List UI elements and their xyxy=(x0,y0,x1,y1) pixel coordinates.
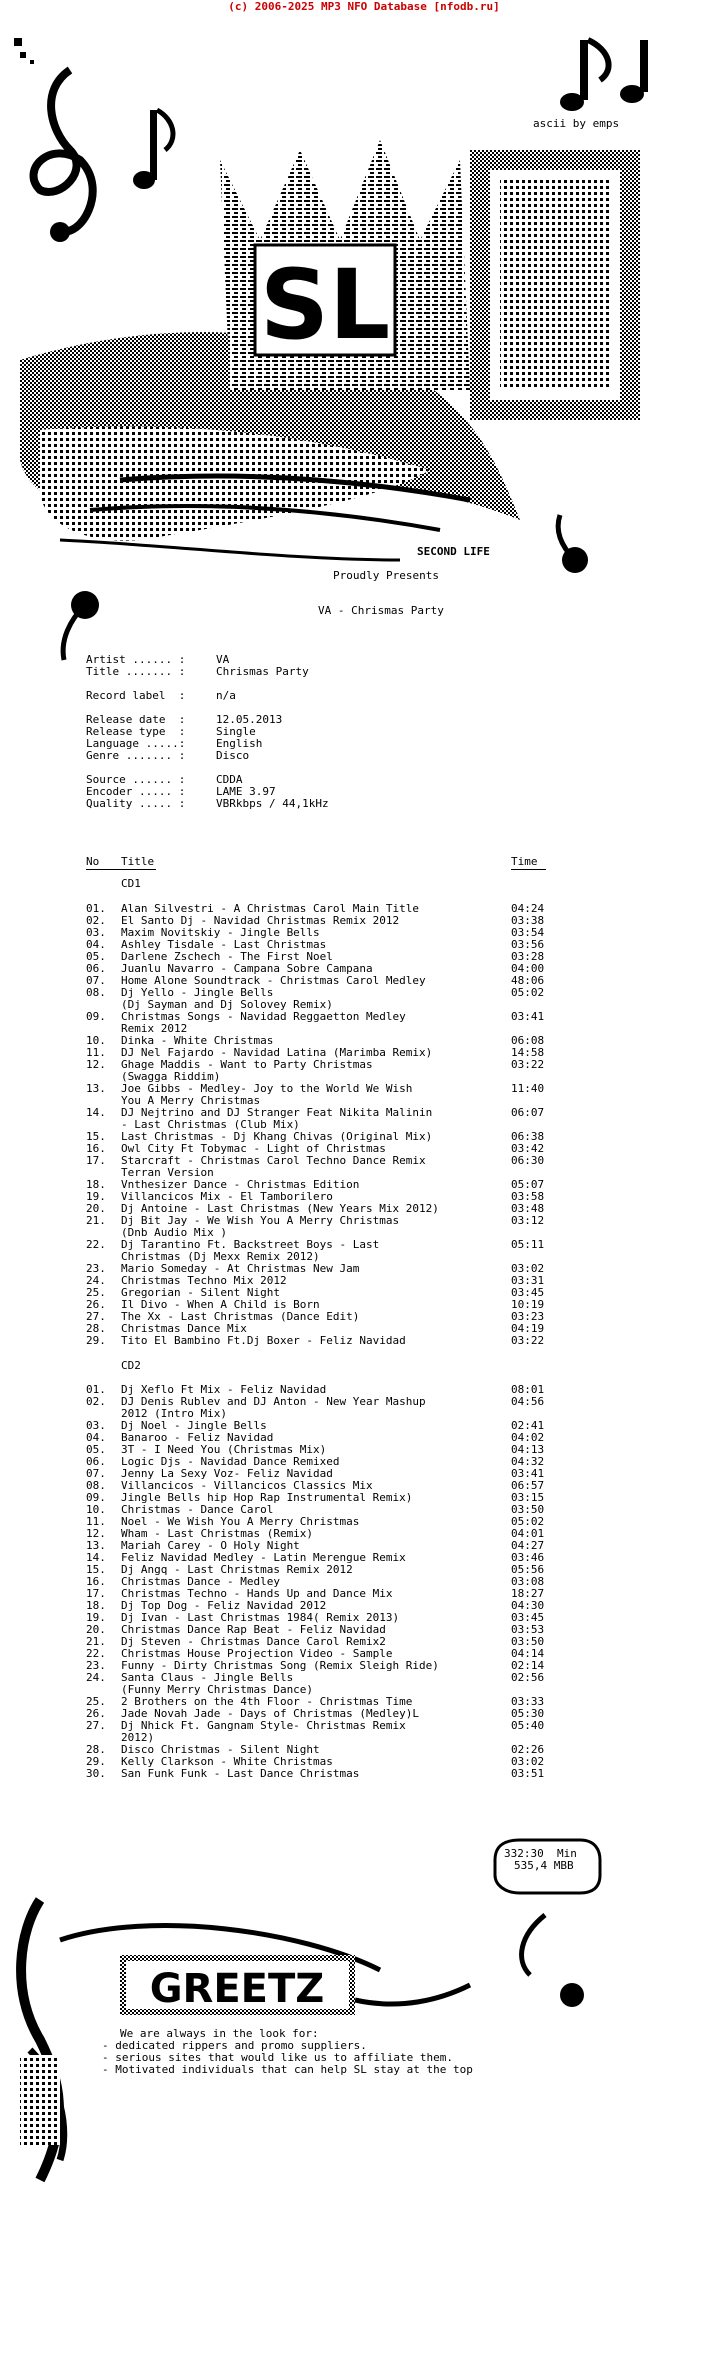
track-title: Christmas Songs - Navidad Reggaetton Medley xyxy=(121,1011,406,1023)
track-time: 03:41 xyxy=(511,1467,545,1480)
track-row xyxy=(86,1624,696,1636)
track-title-continued: - Last Christmas (Club Mix) xyxy=(121,1118,300,1131)
track-row xyxy=(86,1335,696,1347)
track-time: 03:50 xyxy=(511,1635,545,1648)
track-time: 03:22 xyxy=(511,1058,545,1071)
track-title: Ghage Maddis - Want to Party Christmas xyxy=(121,1059,373,1071)
track-title: Dj Yello - Jingle Bells xyxy=(121,987,274,999)
track-number: 17. xyxy=(86,1154,106,1167)
track-row xyxy=(86,1432,696,1444)
track-number: 19. xyxy=(86,1611,106,1624)
track-number: 04. xyxy=(86,938,106,951)
track-row xyxy=(86,1696,696,1708)
track-time: 03:02 xyxy=(511,1755,545,1768)
info-value: English xyxy=(216,737,263,750)
track-row xyxy=(86,1263,696,1275)
track-row xyxy=(86,1528,696,1540)
presents-line: Proudly Presents xyxy=(333,569,439,582)
track-number: 08. xyxy=(86,1479,106,1492)
track-time: 05:56 xyxy=(511,1563,545,1576)
track-title: 3T - I Need You (Christmas Mix) xyxy=(121,1444,327,1456)
track-number: 02. xyxy=(86,1395,106,1408)
track-title: Christmas Dance - Medley xyxy=(121,1576,280,1588)
track-row xyxy=(86,963,696,975)
track-time: 06:38 xyxy=(511,1130,545,1143)
track-number: 12. xyxy=(86,1527,106,1540)
info-label: Release date : xyxy=(86,713,186,726)
track-row xyxy=(86,1516,696,1528)
track-time: 04:02 xyxy=(511,1431,545,1444)
track-time: 03:51 xyxy=(511,1767,545,1780)
track-number: 24. xyxy=(86,1671,106,1684)
track-row xyxy=(86,1708,696,1720)
info-value: Single xyxy=(216,725,256,738)
track-number: 05. xyxy=(86,1443,106,1456)
track-title: Starcraft - Christmas Carol Techno Dance Remix xyxy=(121,1155,426,1167)
treble-clef-icon xyxy=(34,70,93,242)
track-number: 04. xyxy=(86,1431,106,1444)
cd2-label: CD2 xyxy=(121,1359,141,1372)
track-number: 01. xyxy=(86,1383,106,1396)
track-row xyxy=(86,1287,696,1299)
track-title-continued: 2012) xyxy=(121,1731,155,1744)
tracklist-header-title: Title xyxy=(121,855,155,868)
track-row xyxy=(86,1299,696,1311)
track-title: Tito El Bambino Ft.Dj Boxer - Feliz Navidad xyxy=(121,1335,406,1347)
track-title: Juanlu Navarro - Campana Sobre Campana xyxy=(121,963,373,975)
track-row xyxy=(86,975,696,987)
footer-line: - dedicated rippers and promo suppliers. xyxy=(102,2039,367,2052)
info-label: Source ...... : xyxy=(86,773,186,786)
track-row xyxy=(86,1131,696,1143)
track-title: Christmas Dance Mix xyxy=(121,1323,247,1335)
track-number: 10. xyxy=(86,1034,106,1047)
track-time: 04:14 xyxy=(511,1647,545,1660)
track-time: 03:50 xyxy=(511,1503,545,1516)
info-label: Release type : xyxy=(86,725,186,738)
track-time: 03:31 xyxy=(511,1274,545,1287)
track-title: Feliz Navidad Medley - Latin Merengue Remix xyxy=(121,1552,406,1564)
group-name: SECOND LIFE xyxy=(417,545,490,558)
footer-line: - serious sites that would like us to affiliate them. xyxy=(102,2051,453,2064)
track-title: DJ Nejtrino and DJ Stranger Feat Nikita Malinin xyxy=(121,1107,433,1119)
track-number: 20. xyxy=(86,1623,106,1636)
track-time: 04:13 xyxy=(511,1443,545,1456)
track-number: 03. xyxy=(86,926,106,939)
track-time: 03:45 xyxy=(511,1611,545,1624)
track-row xyxy=(86,1203,696,1215)
track-row xyxy=(86,951,696,963)
header-underline xyxy=(511,869,546,870)
track-number: 11. xyxy=(86,1046,106,1059)
track-title-continued: (Funny Merry Christmas Dance) xyxy=(121,1683,314,1696)
track-number: 26. xyxy=(86,1298,106,1311)
corner-specks xyxy=(14,38,34,64)
track-title-continued: (Swagga Riddim) xyxy=(121,1070,221,1083)
track-title: Kelly Clarkson - White Christmas xyxy=(121,1756,333,1768)
total-size: 535,4 MBB xyxy=(514,1859,574,1872)
track-time: 02:41 xyxy=(511,1419,545,1432)
track-time: 04:56 xyxy=(511,1395,545,1408)
track-title: Jingle Bells hip Hop Rap Instrumental Remix) xyxy=(121,1492,413,1504)
track-row xyxy=(86,1588,696,1600)
track-number: 23. xyxy=(86,1262,106,1275)
info-value: Chrismas Party xyxy=(216,665,309,678)
track-title: Vnthesizer Dance - Christmas Edition xyxy=(121,1179,360,1191)
track-time: 06:07 xyxy=(511,1106,545,1119)
track-time: 03:41 xyxy=(511,1010,545,1023)
track-row xyxy=(86,939,696,951)
track-time: 03:15 xyxy=(511,1491,545,1504)
track-title: Joe Gibbs - Medley- Joy to the World We Wish xyxy=(121,1083,413,1095)
track-title: Dj Noel - Jingle Bells xyxy=(121,1420,267,1432)
track-title: Mariah Carey - O Holy Night xyxy=(121,1540,300,1552)
track-row xyxy=(86,1612,696,1624)
info-value: VA xyxy=(216,653,230,666)
track-title: Christmas House Projection Video - Sample xyxy=(121,1648,393,1660)
track-time: 11:40 xyxy=(511,1082,545,1095)
track-number: 15. xyxy=(86,1130,106,1143)
track-number: 09. xyxy=(86,1491,106,1504)
track-number: 16. xyxy=(86,1575,106,1588)
track-time: 05:40 xyxy=(511,1719,545,1732)
track-title: Dj Steven - Christmas Dance Carol Remix2 xyxy=(121,1636,386,1648)
track-title: Christmas Dance Rap Beat - Feliz Navidad xyxy=(121,1624,386,1636)
track-time: 04:01 xyxy=(511,1527,545,1540)
track-time: 03:45 xyxy=(511,1286,545,1299)
track-row xyxy=(86,1047,696,1059)
track-row xyxy=(86,1480,696,1492)
track-number: 14. xyxy=(86,1106,106,1119)
track-row xyxy=(86,1456,696,1468)
track-time: 06:57 xyxy=(511,1479,545,1492)
track-row xyxy=(86,1035,696,1047)
info-label: Title ....... : xyxy=(86,665,186,678)
track-number: 05. xyxy=(86,950,106,963)
track-row xyxy=(86,1311,696,1323)
track-row xyxy=(86,1191,696,1203)
track-time: 03:38 xyxy=(511,914,545,927)
track-time: 05:07 xyxy=(511,1178,545,1191)
track-title: Mario Someday - At Christmas New Jam xyxy=(121,1263,360,1275)
track-time: 05:02 xyxy=(511,1515,545,1528)
track-time: 03:54 xyxy=(511,926,545,939)
track-title: Jenny La Sexy Voz- Feliz Navidad xyxy=(121,1468,333,1480)
track-number: 25. xyxy=(86,1695,106,1708)
track-time: 03:56 xyxy=(511,938,545,951)
track-row xyxy=(86,1720,696,1732)
track-title: Disco Christmas - Silent Night xyxy=(121,1744,320,1756)
track-title: Ashley Tisdale - Last Christmas xyxy=(121,939,327,951)
track-row xyxy=(86,1552,696,1564)
info-value: n/a xyxy=(216,689,236,702)
track-number: 07. xyxy=(86,974,106,987)
track-time: 05:02 xyxy=(511,986,545,999)
info-label: Encoder ..... : xyxy=(86,785,186,798)
svg-text:GREETZ: GREETZ xyxy=(149,1966,325,2012)
track-number: 03. xyxy=(86,1419,106,1432)
track-number: 21. xyxy=(86,1635,106,1648)
track-row xyxy=(86,1275,696,1287)
track-number: 09. xyxy=(86,1010,106,1023)
track-number: 28. xyxy=(86,1743,106,1756)
track-number: 16. xyxy=(86,1142,106,1155)
ascii-credit: ascii by emps xyxy=(533,117,620,130)
info-value: VBRkbps / 44,1kHz xyxy=(216,797,329,810)
track-title: Maxim Novitskiy - Jingle Bells xyxy=(121,927,320,939)
track-title: Noel - We Wish You A Merry Christmas xyxy=(121,1516,360,1528)
track-title-continued: 2012 (Intro Mix) xyxy=(121,1407,227,1420)
track-row xyxy=(86,903,696,915)
track-row xyxy=(86,1600,696,1612)
info-label: Artist ...... : xyxy=(86,653,186,666)
track-number: 25. xyxy=(86,1286,106,1299)
track-title: Logic Djs - Navidad Dance Remixed xyxy=(121,1456,340,1468)
track-title: Banaroo - Feliz Navidad xyxy=(121,1432,274,1444)
track-title: Owl City Ft Tobymac - Light of Christmas xyxy=(121,1143,386,1155)
track-number: 06. xyxy=(86,1455,106,1468)
track-number: 13. xyxy=(86,1539,106,1552)
track-row xyxy=(86,1756,696,1768)
track-number: 26. xyxy=(86,1707,106,1720)
track-time: 08:01 xyxy=(511,1383,545,1396)
info-value: 12.05.2013 xyxy=(216,713,283,726)
track-time: 05:30 xyxy=(511,1707,545,1720)
track-title: Dj Angq - Last Christmas Remix 2012 xyxy=(121,1564,353,1576)
track-title: DJ Denis Rublev and DJ Anton - New Year Mashup xyxy=(121,1396,426,1408)
track-number: 27. xyxy=(86,1719,106,1732)
track-time: 18:27 xyxy=(511,1587,545,1600)
track-number: 18. xyxy=(86,1599,106,1612)
track-number: 15. xyxy=(86,1563,106,1576)
info-value: CDDA xyxy=(216,773,243,786)
track-title: Dj Bit Jay - We Wish You A Merry Christmas xyxy=(121,1215,400,1227)
track-title: Santa Claus - Jingle Bells xyxy=(121,1672,294,1684)
track-row xyxy=(86,1540,696,1552)
track-time: 03:58 xyxy=(511,1190,545,1203)
info-label: Language .....: xyxy=(86,737,186,750)
track-title: Home Alone Soundtrack - Christmas Carol Medley xyxy=(121,975,426,987)
track-time: 48:06 xyxy=(511,974,545,987)
track-title: Il Divo - When A Child is Born xyxy=(121,1299,320,1311)
music-note-icon xyxy=(560,40,648,111)
track-time: 02:26 xyxy=(511,1743,545,1756)
track-title: Dj Top Dog - Feliz Navidad 2012 xyxy=(121,1600,327,1612)
track-row xyxy=(86,1420,696,1432)
track-number: 23. xyxy=(86,1659,106,1672)
release-title: VA - Chrismas Party xyxy=(318,604,444,617)
track-row xyxy=(86,1384,696,1396)
track-time: 04:24 xyxy=(511,902,545,915)
track-row xyxy=(86,1504,696,1516)
track-title: Dj Ivan - Last Christmas 1984( Remix 2013) xyxy=(121,1612,400,1624)
track-number: 13. xyxy=(86,1082,106,1095)
track-number: 29. xyxy=(86,1755,106,1768)
track-row xyxy=(86,1468,696,1480)
track-number: 07. xyxy=(86,1467,106,1480)
track-number: 24. xyxy=(86,1274,106,1287)
track-number: 18. xyxy=(86,1178,106,1191)
track-row xyxy=(86,1143,696,1155)
track-number: 22. xyxy=(86,1647,106,1660)
track-row xyxy=(86,1179,696,1191)
track-number: 12. xyxy=(86,1058,106,1071)
track-number: 01. xyxy=(86,902,106,915)
track-time: 03:46 xyxy=(511,1551,545,1564)
track-number: 22. xyxy=(86,1238,106,1251)
track-title: The Xx - Last Christmas (Dance Edit) xyxy=(121,1311,360,1323)
tracklist-header-no: No xyxy=(86,855,100,868)
site-header: (c) 2006-2025 MP3 NFO Database [nfodb.ru] xyxy=(228,0,500,13)
track-title: Jade Novah Jade - Days of Christmas (Medley)L xyxy=(121,1708,420,1720)
track-title: Wham - Last Christmas (Remix) xyxy=(121,1528,314,1540)
sl-logo xyxy=(255,245,395,361)
track-title: Gregorian - Silent Night xyxy=(121,1287,280,1299)
track-time: 03:28 xyxy=(511,950,545,963)
track-number: 30. xyxy=(86,1767,106,1780)
music-note-icon xyxy=(133,110,173,189)
info-value: Disco xyxy=(216,749,250,762)
track-time: 05:11 xyxy=(511,1238,545,1251)
track-title-continued: You A Merry Christmas xyxy=(121,1094,261,1107)
track-number: 17. xyxy=(86,1587,106,1600)
total-time: 332:30 Min xyxy=(504,1847,577,1860)
svg-text:SL: SL xyxy=(259,249,391,361)
track-number: 28. xyxy=(86,1322,106,1335)
track-row xyxy=(86,927,696,939)
track-time: 04:19 xyxy=(511,1322,545,1335)
track-number: 27. xyxy=(86,1310,106,1323)
track-time: 03:23 xyxy=(511,1310,545,1323)
info-label: Record label : xyxy=(86,689,186,702)
track-title: Funny - Dirty Christmas Song (Remix Sleigh Ride) xyxy=(121,1660,439,1672)
track-title: Dj Tarantino Ft. Backstreet Boys - Last xyxy=(121,1239,380,1251)
track-number: 06. xyxy=(86,962,106,975)
track-title: Last Christmas - Dj Khang Chivas (Original Mix) xyxy=(121,1131,433,1143)
track-time: 03:22 xyxy=(511,1334,545,1347)
info-label: Quality ..... : xyxy=(86,797,186,810)
track-row xyxy=(86,1648,696,1660)
track-time: 02:56 xyxy=(511,1671,545,1684)
track-time: 06:08 xyxy=(511,1034,545,1047)
track-number: 10. xyxy=(86,1503,106,1516)
track-time: 03:08 xyxy=(511,1575,545,1588)
footer-line: We are always in the look for: xyxy=(120,2027,319,2040)
track-row xyxy=(86,1636,696,1648)
track-number: 21. xyxy=(86,1214,106,1227)
track-title: El Santo Dj - Navidad Christmas Remix 2012 xyxy=(121,915,400,927)
track-row xyxy=(86,1323,696,1335)
track-number: 08. xyxy=(86,986,106,999)
track-title-continued: (Dj Sayman and Dj Solovey Remix) xyxy=(121,998,333,1011)
track-number: 02. xyxy=(86,914,106,927)
track-time: 14:58 xyxy=(511,1046,545,1059)
track-time: 03:02 xyxy=(511,1262,545,1275)
track-title-continued: Christmas (Dj Mexx Remix 2012) xyxy=(121,1250,320,1263)
track-title: Dinka - White Christmas xyxy=(121,1035,274,1047)
track-number: 29. xyxy=(86,1334,106,1347)
track-time: 06:30 xyxy=(511,1154,545,1167)
track-row xyxy=(86,1576,696,1588)
info-value: LAME 3.97 xyxy=(216,785,276,798)
track-title: 2 Brothers on the 4th Floor - Christmas Time xyxy=(121,1696,413,1708)
track-title: Villancicos Mix - El Tamborilero xyxy=(121,1191,333,1203)
footer-line: - Motivated individuals that can help SL stay at the top xyxy=(102,2063,473,2076)
track-row xyxy=(86,1564,696,1576)
header-underline xyxy=(86,869,156,870)
track-time: 03:48 xyxy=(511,1202,545,1215)
track-row xyxy=(86,915,696,927)
track-row xyxy=(86,1744,696,1756)
track-row xyxy=(86,1768,696,1780)
track-title: San Funk Funk - Last Dance Christmas xyxy=(121,1768,360,1780)
track-number: 20. xyxy=(86,1202,106,1215)
cd1-label: CD1 xyxy=(121,877,141,890)
track-title-continued: Remix 2012 xyxy=(121,1022,188,1035)
track-time: 04:30 xyxy=(511,1599,545,1612)
track-title: DJ Nel Fajardo - Navidad Latina (Marimba Remix) xyxy=(121,1047,433,1059)
track-number: 14. xyxy=(86,1551,106,1564)
track-number: 19. xyxy=(86,1190,106,1203)
track-title: Dj Xeflo Ft Mix - Feliz Navidad xyxy=(121,1384,327,1396)
track-title: Christmas Techno - Hands Up and Dance Mix xyxy=(121,1588,393,1600)
track-time: 03:12 xyxy=(511,1214,545,1227)
track-title: Christmas Techno Mix 2012 xyxy=(121,1275,287,1287)
track-time: 03:42 xyxy=(511,1142,545,1155)
tracklist-header-time: Time xyxy=(511,855,538,868)
info-label: Genre ....... : xyxy=(86,749,186,762)
track-title: Dj Antoine - Last Christmas (New Years Mix 2012) xyxy=(121,1203,439,1215)
track-title-continued: Terran Version xyxy=(121,1166,214,1179)
track-title: Villancicos - Villancicos Classics Mix xyxy=(121,1480,373,1492)
track-time: 03:33 xyxy=(511,1695,545,1708)
track-time: 04:27 xyxy=(511,1539,545,1552)
track-row xyxy=(86,1660,696,1672)
track-number: 11. xyxy=(86,1515,106,1528)
track-title: Alan Silvestri - A Christmas Carol Main Title xyxy=(121,903,420,915)
track-time: 02:14 xyxy=(511,1659,545,1672)
track-title: Dj Nhick Ft. Gangnam Style- Christmas Remix xyxy=(121,1720,406,1732)
track-title: Christmas - Dance Carol xyxy=(121,1504,274,1516)
track-title: Darlene Zschech - The First Noel xyxy=(121,951,333,963)
track-time: 04:32 xyxy=(511,1455,545,1468)
track-row xyxy=(86,1492,696,1504)
track-time: 10:19 xyxy=(511,1298,545,1311)
track-time: 03:53 xyxy=(511,1623,545,1636)
track-title-continued: (Dnb Audio Mix ) xyxy=(121,1226,227,1239)
track-row xyxy=(86,1444,696,1456)
track-time: 04:00 xyxy=(511,962,545,975)
